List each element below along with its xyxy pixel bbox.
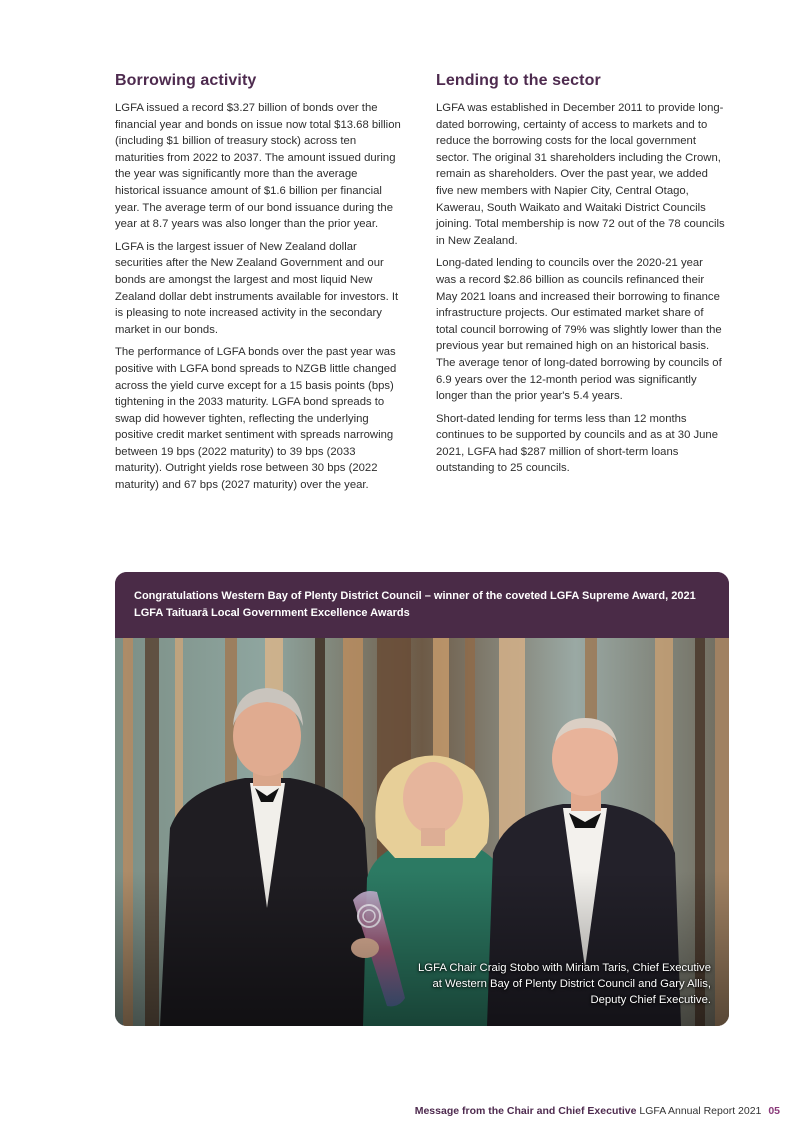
lending-to-sector-section xyxy=(436,72,726,483)
lending-to-sector-heading: Lending to the sector xyxy=(436,72,601,89)
photo-caption: LGFA Chair Craig Stobo with Miriam Taris, Chief Executive at Western Bay of Plenty District Council and Gary Allis, Deputy Chief Executive. xyxy=(418,962,711,1006)
borrowing-paragraph-3: The performance of LGFA bonds over the past year was positive with LGFA bond spreads to NZGB little changed across the yield curve except for a 15 basis points (bps) tightening in the 2033 maturity. LGFA bond spreads to swap did however tighten, reflecting the underlying positive credit market sentiment with spreads narrowing between 19 bps (2022 maturity) to 39 bps (2033 maturity). Outright yields rose between 30 bps (2022 maturity) and 67 bps (2027 maturity) over the year. xyxy=(115,346,397,492)
borrowing-activity-section xyxy=(115,72,405,500)
borrowing-activity-heading: Borrowing activity xyxy=(115,72,257,89)
borrowing-paragraph-1: LGFA issued a record $3.27 billion of bonds over the financial year and bonds on issue now total $13.68 billion (including $1 billion of treasury stock) across ten maturities from 2022 to 2037. The amount issued during the year was significantly more than the average historical issuance amount of $1.6 billion per financial year. The average term of our bond issuance during the year at 8.7 years was also longer than the prior year. xyxy=(115,102,401,231)
lending-paragraph-3: Short-dated lending for terms less than 12 months continues to be supported by councils and as at 30 June 2021, LGFA had $287 million of short-term loans outstanding to 25 councils. xyxy=(436,412,718,475)
footer-report-title: LGFA Annual Report 2021 xyxy=(639,1105,762,1117)
borrowing-paragraph-2: LGFA is the largest issuer of New Zealand dollar securities after the New Zealand Government and our bonds are amongst the largest and most liquid New Zealand dollar debt instruments available for investors. It is pleasing to note increased activity in the secondary market in our bonds. xyxy=(115,240,399,336)
lending-paragraph-2: Long-dated lending to councils over the 2020-21 year was a record $2.86 billion as councils refinanced their May 2021 loans and increased their borrowing to finance infrastructure projects. Our estimated market share of total council borrowing of 79% was slightly lower than the previous year but remained high on an historical basis. The average tenor of long-dated borrowing by councils of 6.9 years over the 12-month period was significantly longer than the prior year's 5.4 years. xyxy=(436,257,722,403)
page-footer xyxy=(415,1105,780,1117)
lending-paragraph-1: LGFA was established in December 2011 to provide long-dated borrowing, certainty of access to markets and to reduce the borrowing costs for the local government sector. The original 31 shareholders including the Crown, remain as shareholders. Over the past year, we added five new members with Napier City, Central Otago, Kawerau, South Waikato and Waitaki District Councils joining. Total membership is now 72 out of the 78 councils in New Zealand. xyxy=(436,102,725,247)
page-number: 05 xyxy=(768,1105,780,1117)
award-feature-panel xyxy=(115,572,729,1026)
award-banner: Congratulations Western Bay of Plenty District Council – winner of the coveted LGFA Supreme Award, 2021 LGFA Taituarā Local Government Excellence Awards xyxy=(115,572,729,638)
footer-section-title: Message from the Chair and Chief Executive xyxy=(414,1105,637,1117)
